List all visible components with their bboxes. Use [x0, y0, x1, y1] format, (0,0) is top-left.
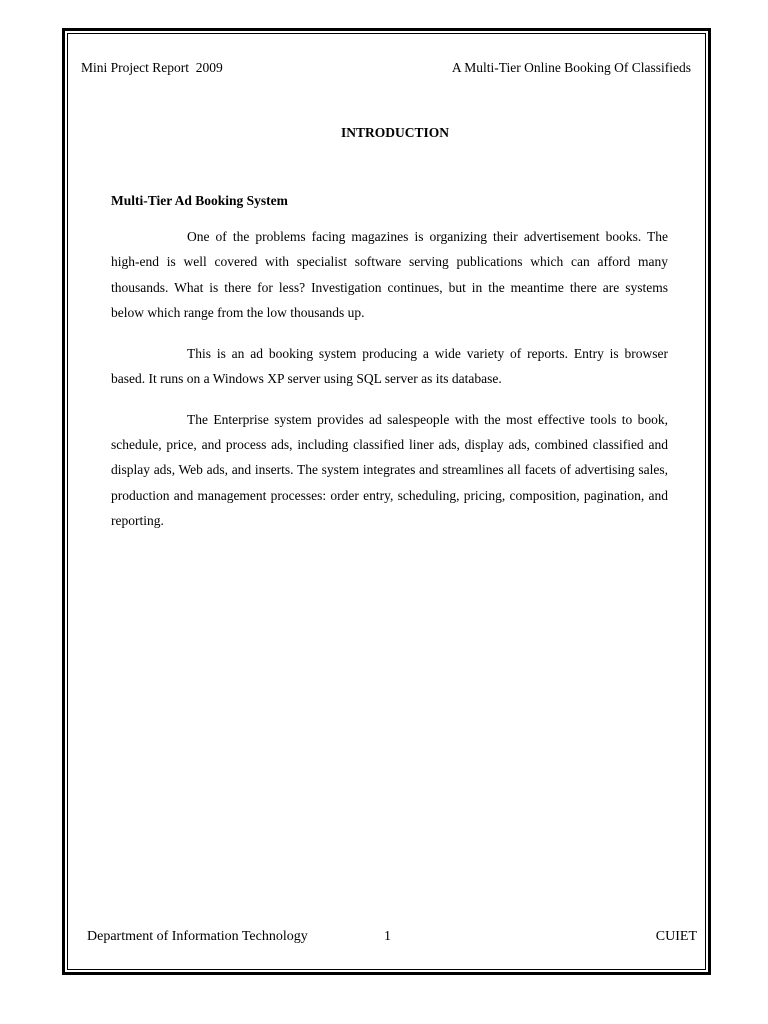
page-number: 1 — [384, 929, 391, 944]
footer-institution: CUIET — [655, 929, 697, 944]
paragraph: One of the problems facing magazines is organizing their advertisement books. The high-end is well covered with specialist software serving publications which can afford many thousands. What is there for less? Investigation continues, but in the meantime there are systems below which range from the low thousands up. — [111, 229, 668, 320]
header-report-title: Mini Project Report 2009 — [81, 60, 223, 75]
chapter-title: INTRODUCTION — [340, 125, 449, 140]
page-header — [81, 60, 691, 76]
section-heading: Multi-Tier Ad Booking System — [111, 193, 288, 208]
paragraph: This is an ad booking system producing a wide variety of reports. Entry is browser based. It runs on a Windows XP server using SQL server as its database. — [111, 345, 668, 386]
footer-department: Department of Information Technology — [87, 929, 308, 944]
header-project-title: A Multi-Tier Online Booking Of Classifieds — [451, 60, 691, 75]
section-body — [111, 224, 668, 549]
paragraph: The Enterprise system provides ad salespeople with the most effective tools to book, schedule, price, and process ads, including classified liner ads, display ads, combined classified and display ads, Web ads, and inserts. The system integrates and streamlines all facets of advertising sales, production and management processes: order entry, scheduling, pricing, composition, pagination, and reporting. — [111, 411, 668, 528]
